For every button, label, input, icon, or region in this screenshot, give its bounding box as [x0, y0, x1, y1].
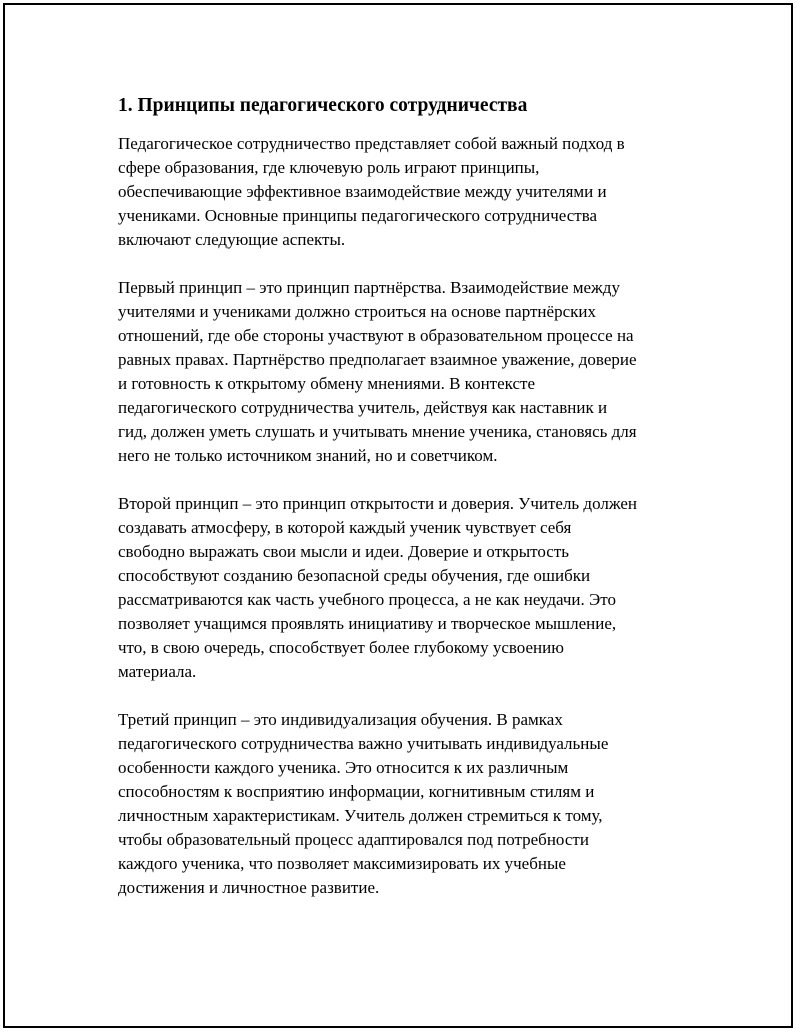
text-line: позволяет учащимся проявлять инициативу и творческое мышление,: [118, 614, 617, 633]
text-line: сфере образования, где ключевую роль играют принципы,: [118, 158, 540, 177]
document-body: [118, 93, 693, 924]
text-line: способностям к восприятию информации, когнитивным стилям и: [118, 782, 595, 801]
section-title: 1. Принципы педагогического сотрудничества: [118, 95, 528, 116]
text-line: чтобы образовательный процесс адаптировался под потребности: [118, 830, 589, 849]
text-line: гид, должен уметь слушать и учитывать мнение ученика, становясь для: [118, 422, 637, 441]
text-line: Первый принцип – это принцип партнёрства. Взаимодействие между: [118, 278, 620, 297]
paragraph-third-principle: [118, 708, 693, 900]
text-line: создавать атмосферу, в которой каждый ученик чувствует себя: [118, 518, 572, 537]
text-line: учителями и учениками должно строиться на основе партнёрских: [118, 302, 596, 321]
paragraph-intro: [118, 132, 693, 252]
text-line: каждого ученика, что позволяет максимизировать их учебные: [118, 854, 566, 873]
text-line: равных правах. Партнёрство предполагает взаимное уважение, доверие: [118, 350, 637, 369]
text-line: Третий принцип – это индивидуализация обучения. В рамках: [118, 710, 563, 729]
paragraph-first-principle: [118, 276, 693, 468]
text-line: Педагогическое сотрудничество представляет собой важный подход в: [118, 134, 625, 153]
text-line: способствуют созданию безопасной среды обучения, где ошибки: [118, 566, 591, 585]
text-line: Второй принцип – это принцип открытости и доверия. Учитель должен: [118, 494, 638, 513]
text-line: включают следующие аспекты.: [118, 230, 346, 249]
text-line: материала.: [118, 662, 197, 681]
text-line: педагогического сотрудничества учитель, действуя как наставник и: [118, 398, 608, 417]
text-line: и готовность к открытому обмену мнениями. В контексте: [118, 374, 536, 393]
text-line: обеспечивающие эффективное взаимодействие между учителями и: [118, 182, 607, 201]
text-line: отношений, где обе стороны участвуют в образовательном процессе на: [118, 326, 634, 345]
text-line: рассматриваются как часть учебного процесса, а не как неудачи. Это: [118, 590, 616, 609]
text-line: учениками. Основные принципы педагогического сотрудничества: [118, 206, 598, 225]
text-line: особенности каждого ученика. Это относится к их различным: [118, 758, 569, 777]
text-line: педагогического сотрудничества важно учитывать индивидуальные: [118, 734, 609, 753]
text-line: что, в свою очередь, способствует более глубокому усвоению: [118, 638, 564, 657]
text-line: свободно выражать свои мысли и идеи. Доверие и открытость: [118, 542, 570, 561]
text-line: него не только источником знаний, но и советчиком.: [118, 446, 498, 465]
text-line: достижения и личностное развитие.: [118, 878, 380, 897]
text-line: личностным характеристикам. Учитель должен стремиться к тому,: [118, 806, 603, 825]
paragraph-second-principle: [118, 492, 693, 684]
